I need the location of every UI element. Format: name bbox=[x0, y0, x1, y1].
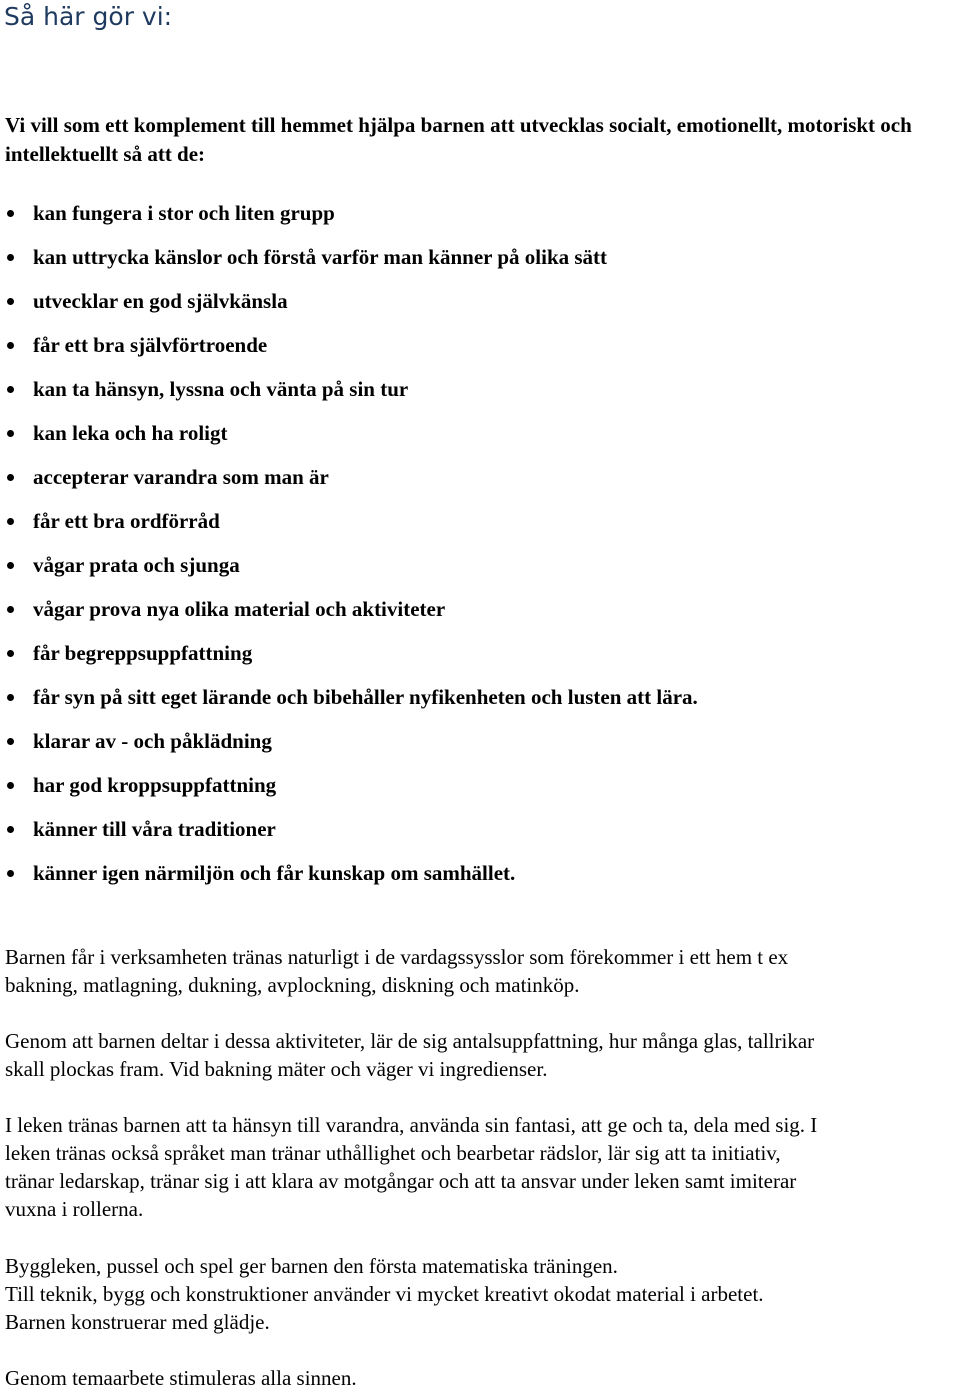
goal-text: vågar prova nya olika material och aktiviteter bbox=[33, 597, 446, 621]
goals-list bbox=[0, 198, 698, 902]
paragraph-everyday-chores bbox=[5, 943, 957, 999]
bullet-icon bbox=[7, 386, 14, 393]
bullet-icon bbox=[7, 210, 14, 217]
list-item bbox=[0, 418, 698, 462]
list-item bbox=[0, 506, 698, 550]
bullet-icon bbox=[7, 694, 14, 701]
paragraph-line: I leken tränas barnen att ta hänsyn till varandra, använda sin fantasi, att ge och ta, dela med sig. I bbox=[5, 1113, 818, 1137]
list-item bbox=[0, 242, 698, 286]
page-title: Så här gör vi: bbox=[4, 2, 173, 31]
paragraph-line: vuxna i rollerna. bbox=[5, 1197, 144, 1221]
bullet-icon bbox=[7, 826, 14, 833]
goal-text: accepterar varandra som man är bbox=[33, 465, 329, 489]
paragraph-line: skall plockas fram. Vid bakning mäter och väger vi ingredienser. bbox=[5, 1057, 548, 1081]
list-item bbox=[0, 594, 698, 638]
goal-text: har god kroppsuppfattning bbox=[33, 773, 277, 797]
goal-text: kan uttrycka känslor och förstå varför man känner på olika sätt bbox=[33, 245, 608, 269]
bullet-icon bbox=[7, 342, 14, 349]
paragraph-line: tränar ledarskap, tränar sig i att klara av motgångar och att ta ansvar under leken samt imiterar bbox=[5, 1169, 797, 1193]
list-item bbox=[0, 374, 698, 418]
goal-text: utvecklar en god självkänsla bbox=[33, 289, 288, 313]
intro-paragraph: Vi vill som ett komplement till hemmet hjälpa barnen att utvecklas socialt, emotionellt, motoriskt och intellektuellt så att de: bbox=[5, 113, 912, 166]
goal-text: får ett bra ordförråd bbox=[33, 509, 220, 533]
list-item bbox=[0, 682, 698, 726]
list-item bbox=[0, 858, 698, 902]
goal-text: känner till våra traditioner bbox=[33, 817, 276, 841]
list-item bbox=[0, 462, 698, 506]
list-item bbox=[0, 198, 698, 242]
list-item bbox=[0, 550, 698, 594]
paragraph-play bbox=[5, 1111, 957, 1223]
bullet-icon bbox=[7, 474, 14, 481]
paragraph-line: leken tränas också språket man tränar uthållighet och bearbetar rädslor, lär sig att ta initiativ, bbox=[5, 1141, 781, 1165]
goal-text: känner igen närmiljön och får kunskap om samhället. bbox=[33, 861, 516, 885]
bullet-icon bbox=[7, 650, 14, 657]
paragraph-theme-work bbox=[5, 1364, 957, 1392]
goal-text: får syn på sitt eget lärande och bibehåller nyfikenheten och lusten att lära. bbox=[33, 685, 698, 709]
bullet-icon bbox=[7, 562, 14, 569]
paragraph-line: Genom att barnen deltar i dessa aktiviteter, lär de sig antalsuppfattning, hur många glas, tallrikar bbox=[5, 1029, 815, 1053]
paragraph-line: Barnen konstruerar med glädje. bbox=[5, 1310, 270, 1334]
bullet-icon bbox=[7, 518, 14, 525]
list-item bbox=[0, 638, 698, 682]
bullet-icon bbox=[7, 298, 14, 305]
bullet-icon bbox=[7, 782, 14, 789]
paragraph-line: bakning, matlagning, dukning, avplockning, diskning och matinköp. bbox=[5, 973, 580, 997]
goal-text: kan fungera i stor och liten grupp bbox=[33, 201, 335, 225]
list-item bbox=[0, 814, 698, 858]
goal-text: klarar av - och påklädning bbox=[33, 729, 272, 753]
bullet-icon bbox=[7, 430, 14, 437]
bullet-icon bbox=[7, 606, 14, 613]
bullet-icon bbox=[7, 870, 14, 877]
list-item bbox=[0, 770, 698, 814]
list-item bbox=[0, 330, 698, 374]
paragraph-line: Genom temaarbete stimuleras alla sinnen. bbox=[5, 1366, 357, 1390]
paragraph-number-sense bbox=[5, 1027, 957, 1083]
goal-text: kan leka och ha roligt bbox=[33, 421, 228, 445]
bullet-icon bbox=[7, 738, 14, 745]
goal-text: får begreppsuppfattning bbox=[33, 641, 253, 665]
list-item bbox=[0, 726, 698, 770]
goal-text: kan ta hänsyn, lyssna och vänta på sin tur bbox=[33, 377, 409, 401]
paragraph-line: Barnen får i verksamheten tränas naturligt i de vardagssysslor som förekommer i ett hem t ex bbox=[5, 945, 789, 969]
paragraph-building bbox=[5, 1252, 957, 1336]
goal-text: får ett bra självförtroende bbox=[33, 333, 268, 357]
bullet-icon bbox=[7, 254, 14, 261]
list-item bbox=[0, 286, 698, 330]
paragraph-line: Till teknik, bygg och konstruktioner använder vi mycket kreativt okodat material i arbetet. bbox=[5, 1282, 764, 1306]
goal-text: vågar prata och sjunga bbox=[33, 553, 240, 577]
paragraph-line: Byggleken, pussel och spel ger barnen den första matematiska träningen. bbox=[5, 1254, 618, 1278]
